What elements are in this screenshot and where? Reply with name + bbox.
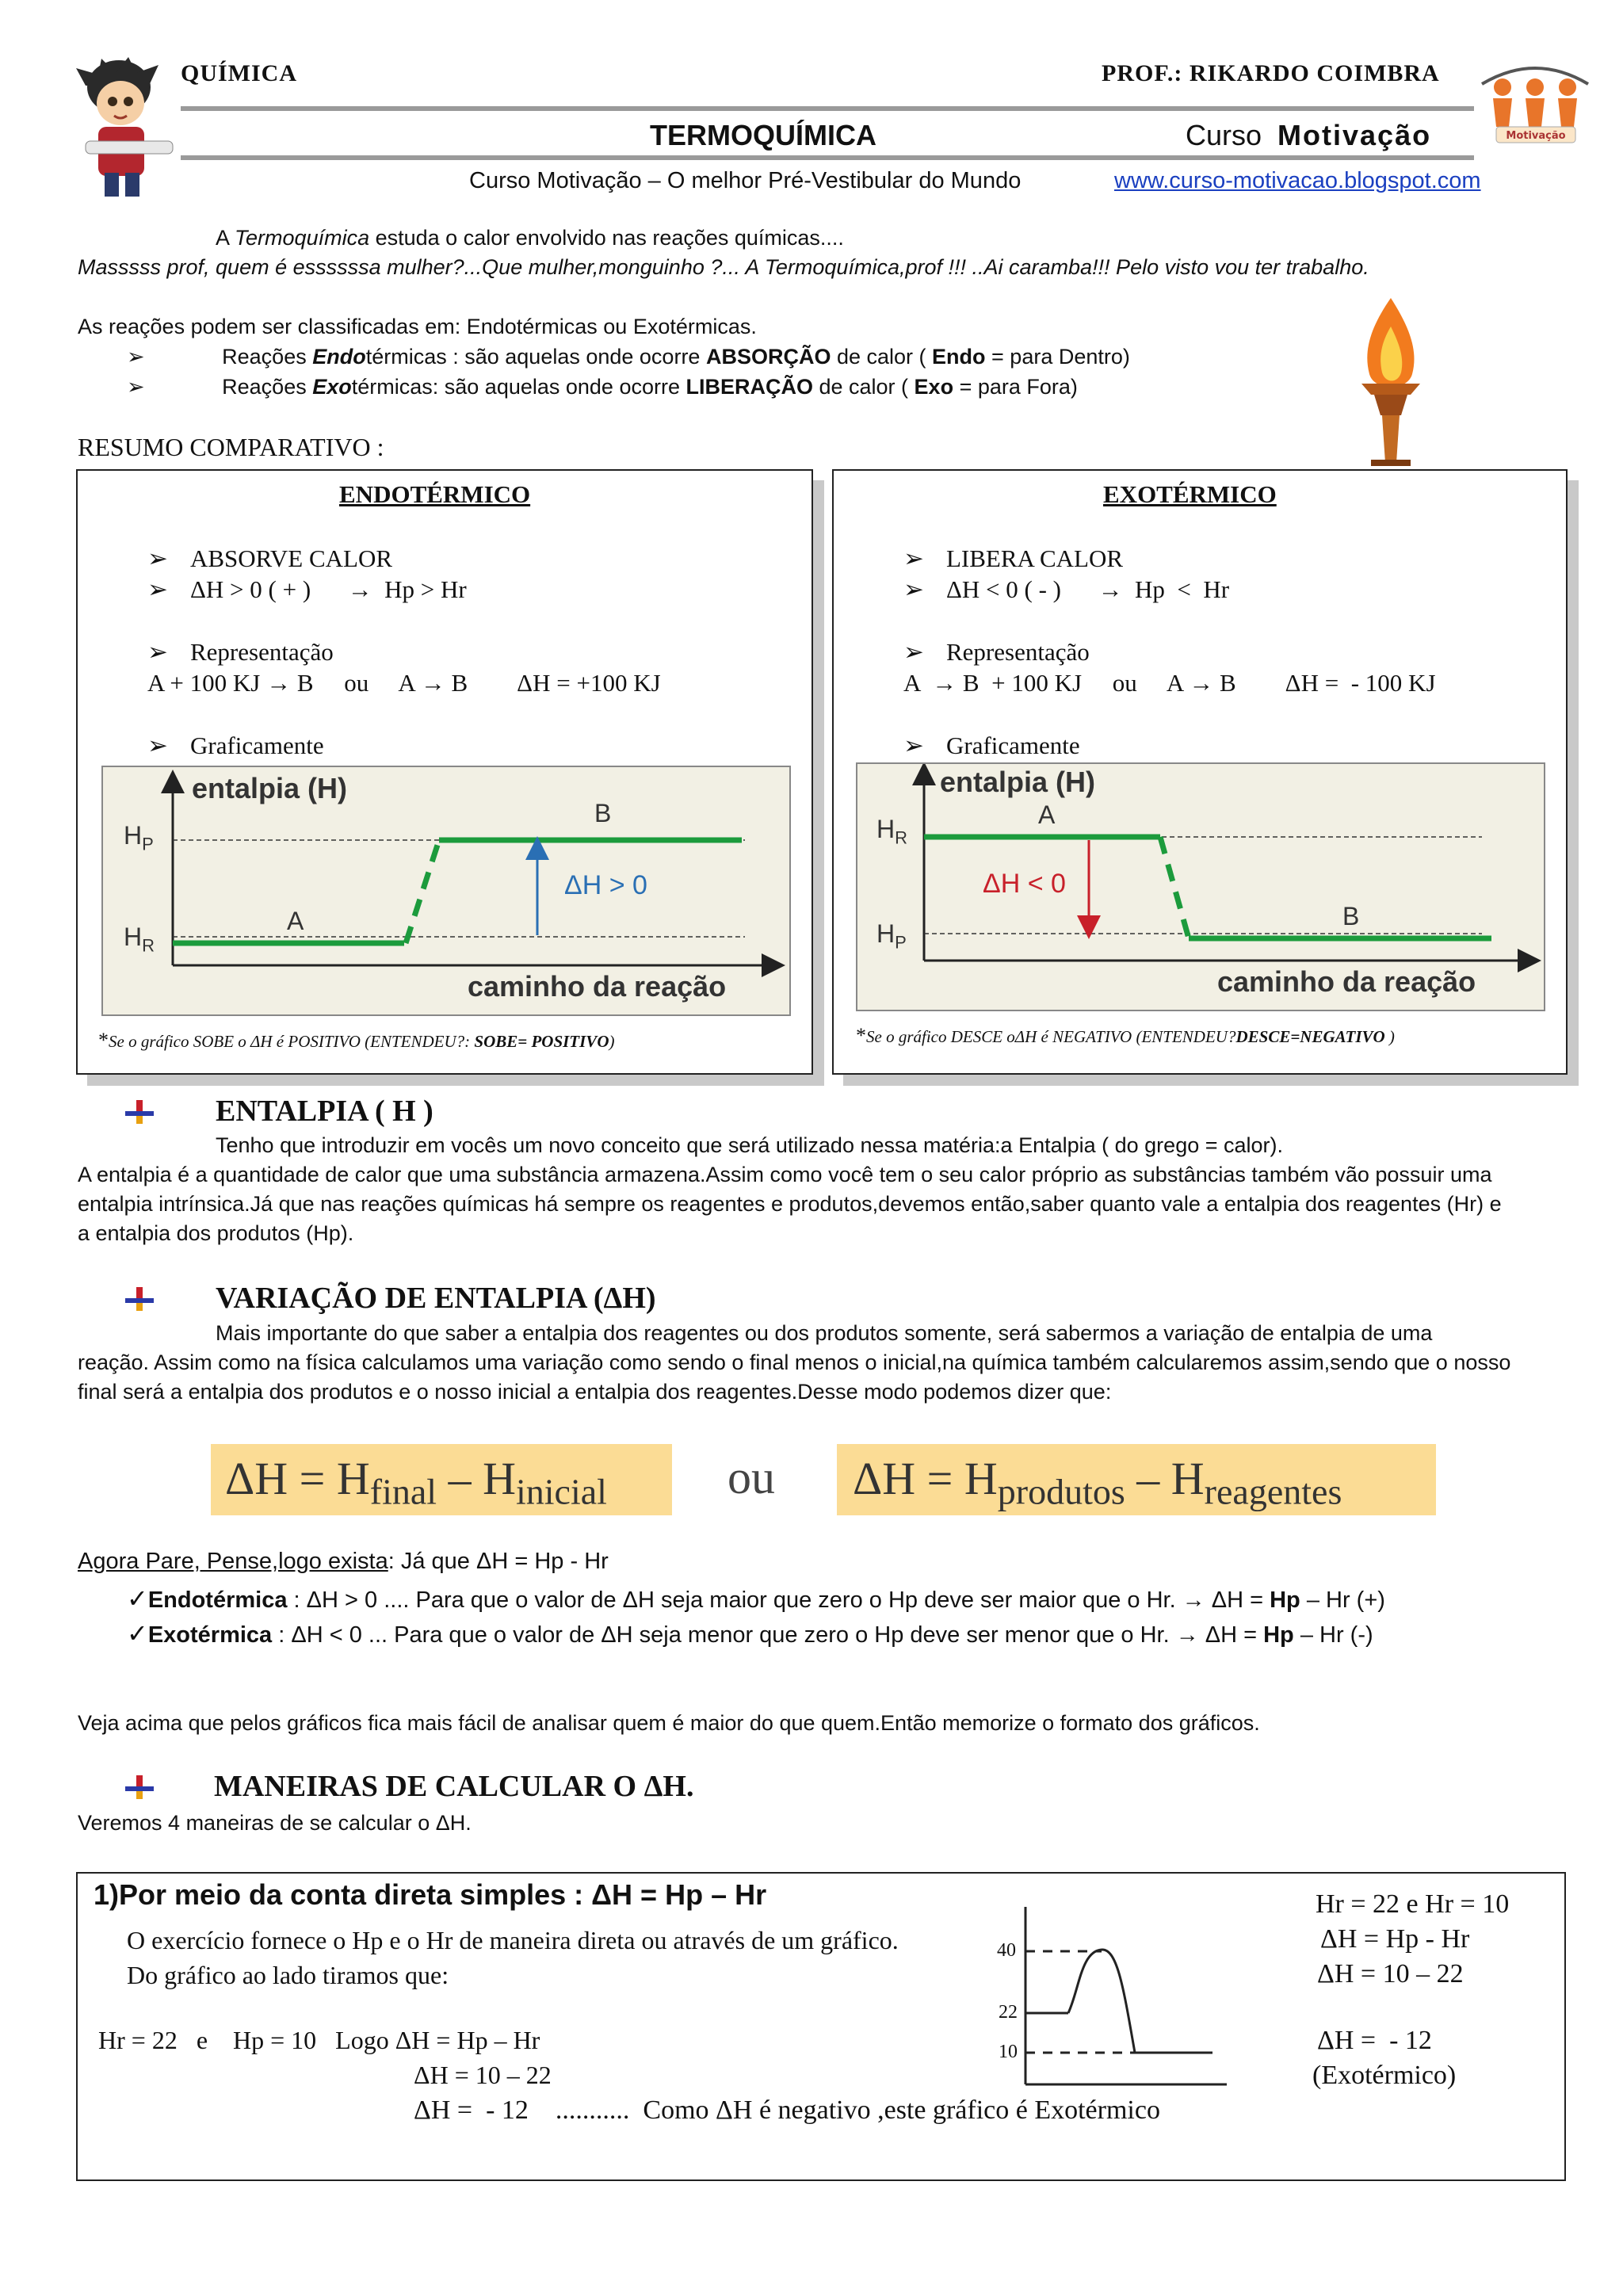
- exo-item-libera: ➢ LIBERA CALOR: [903, 544, 1124, 573]
- endo-graph-label-a: A: [287, 907, 304, 935]
- method1-l2: Do gráfico ao lado tiramos que:: [127, 1961, 449, 1989]
- classify-text: As reações podem ser classificadas em: Endotérmicas ou Exotérmicas.: [78, 315, 757, 338]
- method1-graph: [992, 1902, 1230, 2092]
- exo-representation-eq: A → B + 100 KJ ou A → B ΔH = - 100 KJ: [903, 669, 1436, 697]
- maneiras-sub: Veremos 4 maneiras de se calcular o ΔH.: [78, 1811, 472, 1835]
- header-rule-bottom: [181, 155, 1474, 160]
- course-label: [1186, 119, 1431, 152]
- endo-graph-dh: ΔH > 0: [564, 870, 647, 900]
- graph-tick-10: 10: [999, 2042, 1018, 2062]
- intro-line-1: A Termoquímica estuda o calor envolvido nas reações químicas....: [216, 226, 844, 250]
- blog-link[interactable]: www.curso-motivacao.blogspot.com: [1114, 168, 1481, 193]
- method1-l5: ΔH = - 12 ........... Como ΔH é negativo ,este gráfico é Exotérmico: [414, 2095, 1160, 2125]
- maneiras-title: MANEIRAS DE CALCULAR O ΔH.: [214, 1770, 694, 1803]
- mascot-image: [70, 54, 177, 201]
- method1-l4: ΔH = 10 – 22: [414, 2061, 552, 2089]
- endo-item-absorve: ➢ ABSORVE CALOR: [147, 544, 393, 573]
- method1-r3: ΔH = 10 – 22: [1317, 1959, 1464, 1988]
- exo-note: *Se o gráfico DESCE oΔH é NEGATIVO (ENTENDEU?DESCE=NEGATIVO ): [856, 1024, 1395, 1047]
- exo-box-title: EXOTÉRMICO: [1103, 480, 1277, 508]
- logo-text: Motivação: [1506, 130, 1566, 142]
- endo-item-dh: ➢ ΔH > 0 ( + ) → Hp > Hr: [147, 575, 467, 604]
- summary-title: RESUMO COMPARATIVO :: [78, 433, 384, 461]
- endo-item-representacao: ➢ Representação: [147, 638, 334, 667]
- checkmark-icon: ✓: [127, 1618, 148, 1648]
- formula-final-inicial: $\Delta H = H_{final} - H_{inicial}$: [211, 1444, 672, 1515]
- checkmark-icon: ✓: [127, 1584, 148, 1614]
- intro-line-2: Masssss prof, quem é essssssa mulher?...Que mulher,monguinho ?... A Termoquímica,prof !!! ..Ai caramba!!! Pelo visto vou ter trabalho.: [78, 255, 1369, 279]
- topic-title: TERMOQUÍMICA: [650, 119, 876, 151]
- endo-graph-hp: $H_P$: [124, 821, 154, 854]
- endo-box-title: ENDOTÉRMICO: [339, 480, 531, 508]
- variacao-title: VARIAÇÃO DE ENTALPIA (ΔH): [216, 1282, 656, 1315]
- method1-title: 1)Por meio da conta direta simples : ΔH = Hp – Hr: [94, 1878, 767, 1911]
- section-bullet-icon: [125, 1100, 154, 1124]
- header-rule-top: [181, 106, 1474, 111]
- method1-l1: O exercício fornece o Hp e o Hr de maneira direta ou através de um gráfico.: [127, 1926, 899, 1954]
- exo-graph-dh: ΔH < 0: [983, 869, 1066, 899]
- endo-representation-eq: A + 100 KJ → B ou A → B ΔH = +100 KJ: [147, 669, 661, 697]
- course-name: Motivação: [1277, 119, 1432, 151]
- endo-graph-xlabel: caminho da reação: [468, 970, 727, 1003]
- endo-definition: ➢ Reações Endotérmicas : são aquelas onde ocorre ABSORÇÃO de calor ( Endo = para Dentro): [127, 345, 1130, 369]
- section-bullet-icon: [125, 1287, 154, 1311]
- method1-l3: Hr = 22 e Hp = 10 Logo ΔH = Hp – Hr: [98, 2026, 540, 2054]
- exo-enthalpy-graph: [856, 762, 1545, 1011]
- professor-label: PROF.: RIKARDO COIMBRA: [1102, 60, 1440, 86]
- exo-graph-label-b: B: [1342, 902, 1360, 930]
- arrow-bullet-icon: ➢: [127, 375, 145, 399]
- subject-label: QUÍMICA: [181, 60, 297, 86]
- exo-graph-hr: $H_R$: [876, 815, 907, 848]
- endo-check-line: ✓Endotérmica : ΔH > 0 .... Para que o valor de ΔH seja maior que zero o Hp deve ser maior que o Hr. → ΔH = Hp – Hr (+): [127, 1584, 1385, 1614]
- endo-note: *Se o gráfico SOBE o ΔH é POSITIVO (ENTENDEU?: SOBE= POSITIVO): [98, 1029, 615, 1052]
- formula-ou: ou: [727, 1451, 775, 1503]
- entalpia-p1: Tenho que introduzir em vocês um novo conceito que será utilizado nessa matéria:a Entalpia ( do grego = calor).: [216, 1133, 1284, 1157]
- torch-icon: [1347, 295, 1434, 468]
- exo-check-line: ✓Exotérmica : ΔH < 0 ... Para que o valor de ΔH seja menor que zero o Hp deve ser menor que o Hr. → ΔH = Hp – Hr (-): [127, 1618, 1373, 1648]
- variacao-p3: final será a entalpia dos produtos e o nosso inicial a entalpia dos reagentes.Desse modo podemos dizer que:: [78, 1380, 1112, 1404]
- exo-graph-ylabel: entalpia (H): [940, 766, 1096, 798]
- method1-r4: ΔH = - 12: [1317, 2026, 1432, 2055]
- section-bullet-icon: [125, 1775, 154, 1799]
- exo-item-representacao: ➢ Representação: [903, 638, 1090, 667]
- logo: [1476, 57, 1594, 146]
- exo-definition: ➢ Reações Exotérmicas: são aquelas onde ocorre LIBERAÇÃO de calor ( Exo = para Fora): [127, 375, 1078, 399]
- method1-r5: (Exotérmico): [1312, 2061, 1457, 2090]
- exo-item-graficamente: ➢ Graficamente: [903, 732, 1080, 760]
- slogan: Curso Motivação – O melhor Pré-Vestibular do Mundo: [469, 168, 1022, 193]
- course-prefix: Curso: [1186, 119, 1262, 151]
- endo-item-graficamente: ➢ Graficamente: [147, 732, 324, 760]
- endo-graph-label-b: B: [594, 799, 612, 827]
- endo-graph-hr: $H_R$: [124, 923, 155, 956]
- exo-item-dh: ➢ ΔH < 0 ( - ) → Hp < Hr: [903, 575, 1230, 604]
- variacao-p2: reação. Assim como na física calculamos uma variação como sendo o final menos o inicial,na química também calcularemos assim,sendo que o nosso: [78, 1350, 1511, 1374]
- entalpia-p3: entalpia intrínsica.Já que nas reações químicas há sempre os reagentes e produtos,devemos então,saber quanto vale a entalpia dos reagentes (Hr) e: [78, 1192, 1502, 1216]
- entalpia-p2: A entalpia é a quantidade de calor que uma substância armazena.Assim como você tem o seu calor próprio as substâncias também vão possuir uma: [78, 1163, 1492, 1186]
- entalpia-title: ENTALPIA ( H ): [216, 1095, 433, 1128]
- graph-tick-40: 40: [997, 1940, 1016, 1961]
- exo-graph-label-a: A: [1038, 800, 1056, 829]
- arrow-bullet-icon: ➢: [127, 345, 145, 369]
- exo-graph-xlabel: caminho da reação: [1217, 965, 1476, 998]
- method1-r2: ΔH = Hp - Hr: [1320, 1924, 1470, 1954]
- graph-tick-22: 22: [999, 2002, 1018, 2023]
- formula-produtos-reagentes: $\Delta H = H_{produtos} - H_{reagentes}$: [837, 1444, 1436, 1515]
- endo-graph-ylabel: entalpia (H): [192, 772, 348, 804]
- entalpia-p4: a entalpia dos produtos (Hp).: [78, 1221, 354, 1245]
- variacao-p1: Mais importante do que saber a entalpia dos reagentes ou dos produtos somente, será sabermos a variação de entalpia de uma: [216, 1321, 1433, 1345]
- veja-text: Veja acima que pelos gráficos fica mais fácil de analisar quem é maior do que quem.Então memorize o formato dos gráficos.: [78, 1711, 1260, 1735]
- endo-enthalpy-graph: [101, 766, 791, 1016]
- method1-r1: Hr = 22 e Hr = 10: [1316, 1889, 1510, 1919]
- exo-graph-hp: $H_P$: [876, 919, 907, 953]
- pare-line: Agora Pare, Pense,logo exista: Já que ΔH = Hp - Hr: [78, 1549, 609, 1574]
